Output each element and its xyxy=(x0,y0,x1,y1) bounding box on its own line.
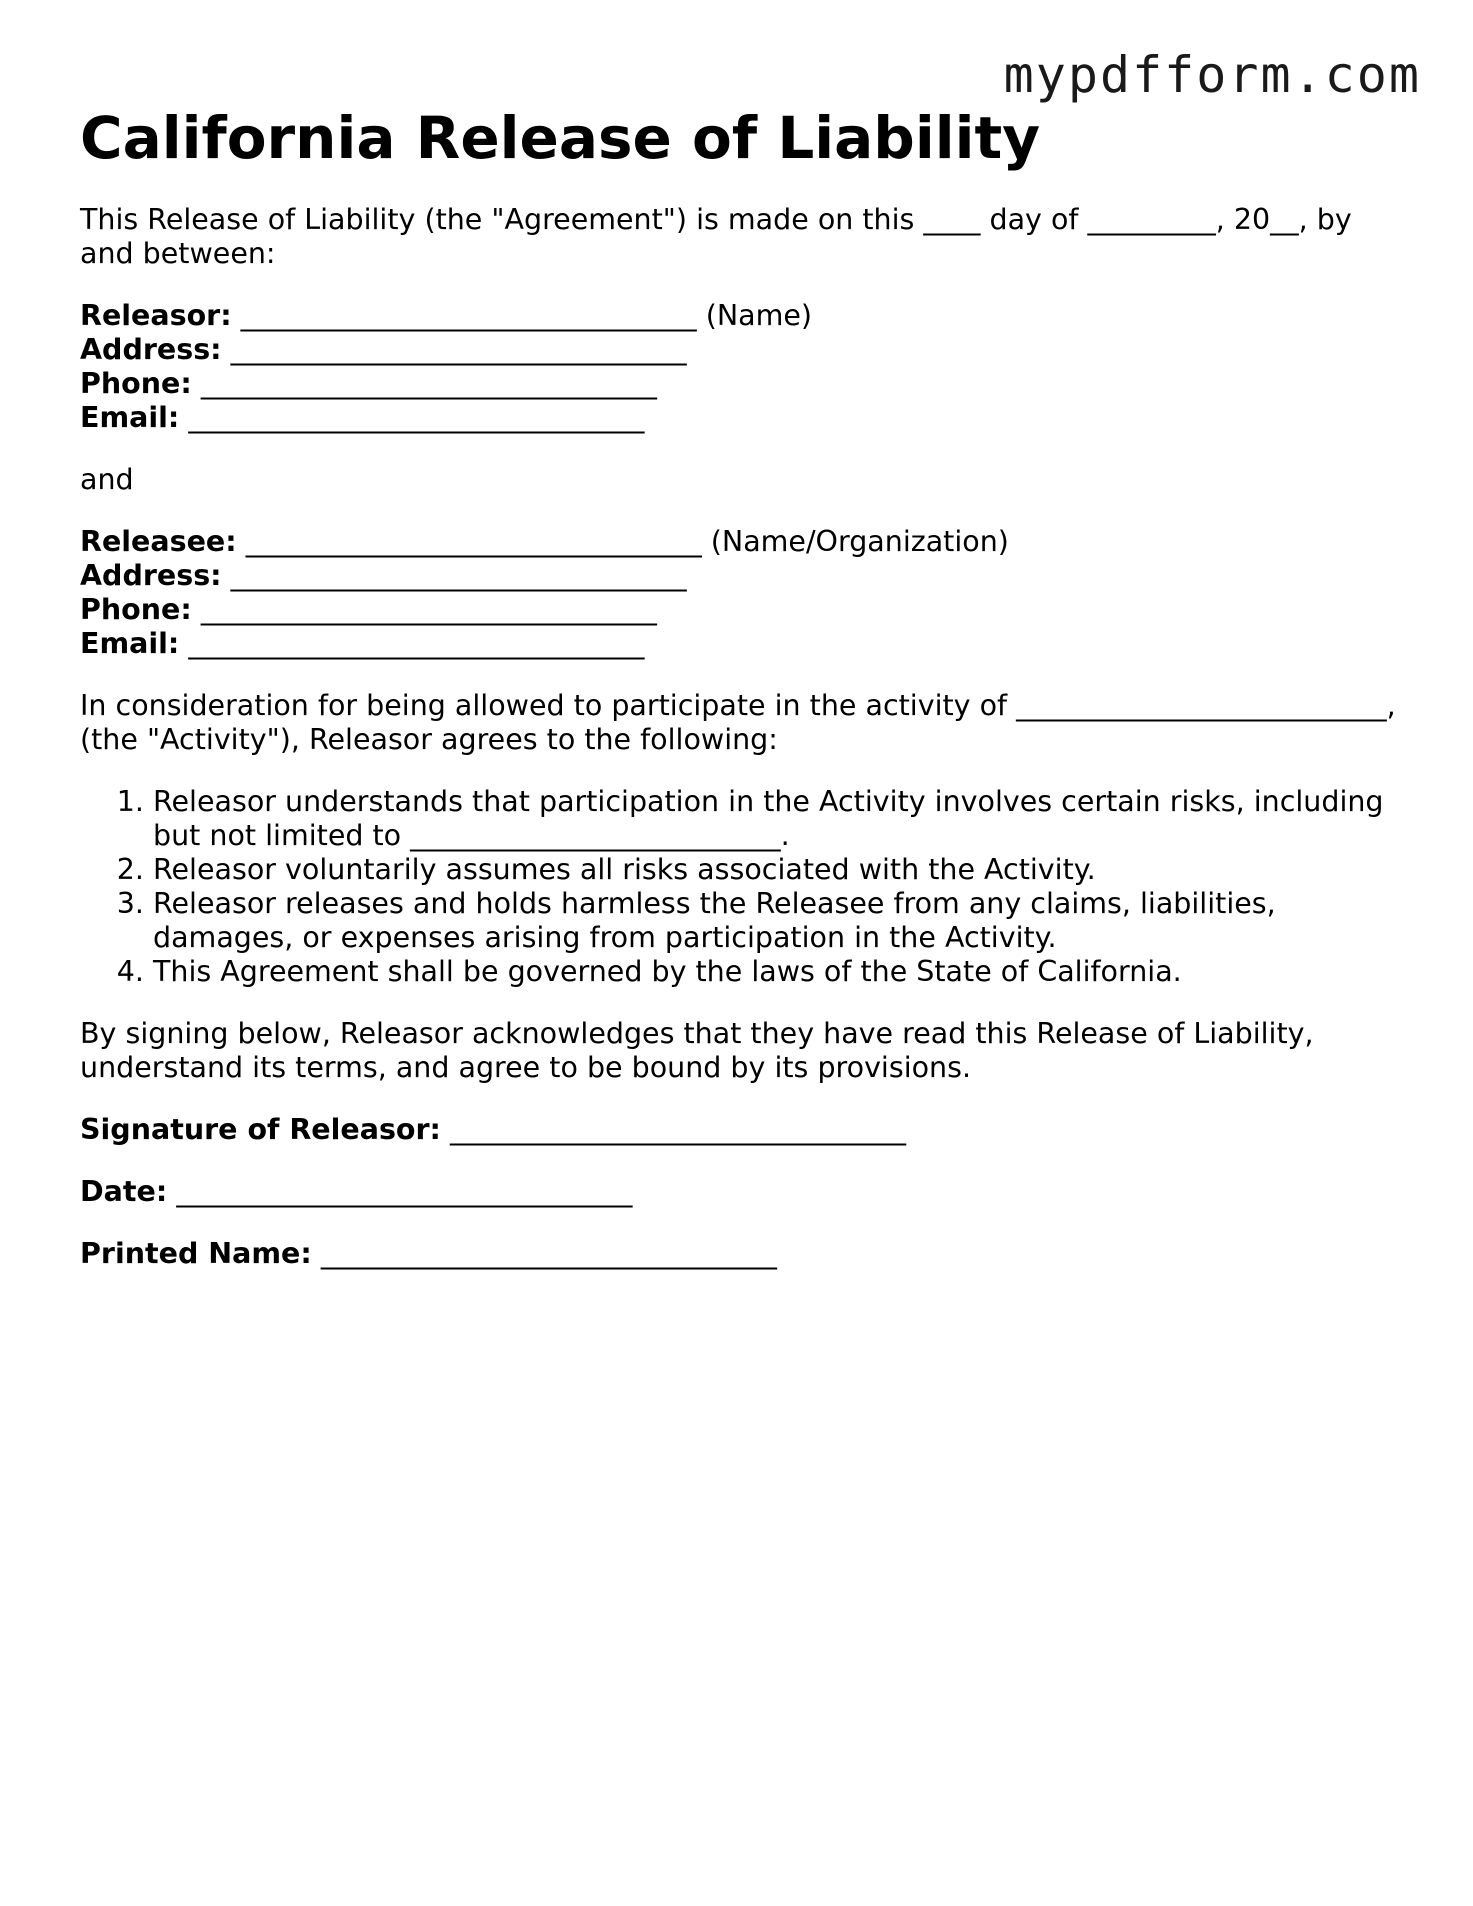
releasor-email-blank[interactable]: ________________________________ xyxy=(188,401,645,434)
releasor-address-blank[interactable]: ________________________________ xyxy=(230,333,687,366)
releasee-email-label: Email: xyxy=(80,627,180,660)
document-page xyxy=(80,98,1400,1271)
releasee-fields-inner xyxy=(80,525,1400,661)
page-title: California Release of Liability xyxy=(80,104,1041,172)
releasee-phone-label: Phone: xyxy=(80,593,192,626)
and-separator: and xyxy=(80,463,134,496)
releasee-phone-row xyxy=(80,593,1400,627)
printed-name-row xyxy=(80,1237,1400,1271)
site-watermark: mypdfform.com xyxy=(1003,46,1421,104)
releasor-email-label: Email: xyxy=(80,401,180,434)
releasee-name-row xyxy=(80,525,1400,559)
releasor-address-row xyxy=(80,333,1400,367)
releasor-phone-row xyxy=(80,367,1400,401)
acknowledgement-paragraph: By signing below, Releasor acknowledges that they have read this Release of Liability, understand its terms, and agree to be bound by its provisions. xyxy=(80,1017,1314,1084)
signature-blank[interactable]: ________________________________ xyxy=(450,1113,907,1146)
date-label: Date: xyxy=(80,1175,168,1208)
term-item: 2. Releasor voluntarily assumes all risks associated with the Activity. xyxy=(153,853,1400,887)
releasee-phone-blank[interactable]: ________________________________ xyxy=(200,593,657,626)
releasor-name-row xyxy=(80,299,1400,333)
releasor-address-label: Address: xyxy=(80,333,222,366)
terms-list xyxy=(80,785,1400,989)
releasor-phone-blank[interactable]: ________________________________ xyxy=(200,367,657,400)
releasor-fields xyxy=(80,299,1400,435)
signature-label: Signature of Releasor: xyxy=(80,1113,441,1146)
printed-name-label: Printed Name: xyxy=(80,1237,312,1270)
releasor-phone-label: Phone: xyxy=(80,367,192,400)
releasee-address-blank[interactable]: ________________________________ xyxy=(230,559,687,592)
releasor-name-hint: (Name) xyxy=(705,299,813,332)
releasor-name-label: Releasor: xyxy=(80,299,232,332)
term-item: 3. Releasor releases and holds harmless the Releasee from any claims, liabilities, damages, or expenses arising from participation in the Activity. xyxy=(153,887,1400,955)
releasee-address-row xyxy=(80,559,1400,593)
date-blank[interactable]: ________________________________ xyxy=(176,1175,633,1208)
printed-name-blank[interactable]: ________________________________ xyxy=(320,1237,777,1270)
releasee-email-blank[interactable]: ________________________________ xyxy=(188,627,645,660)
intro-paragraph: This Release of Liability (the "Agreement") is made on this ____ day of _________, 20__, by and between: xyxy=(80,203,1352,270)
date-row xyxy=(80,1175,1400,1209)
term-item: 4. This Agreement shall be governed by the laws of the State of California. xyxy=(153,955,1400,989)
releasor-name-blank[interactable]: ________________________________ xyxy=(240,299,697,332)
signature-row xyxy=(80,1113,1400,1147)
term-item: 1. Releasor understands that participation in the Activity involves certain risks, including but not limited to __________________________. xyxy=(153,785,1400,853)
releasee-fields xyxy=(80,525,1400,661)
consideration-paragraph: In consideration for being allowed to participate in the activity of __________________________, (the "Activity"), Releasor agrees to the following: xyxy=(80,689,1396,756)
releasee-name-blank[interactable]: ________________________________ xyxy=(245,525,702,558)
releasee-email-row xyxy=(80,627,1400,661)
releasee-name-hint: (Name/Organization) xyxy=(710,525,1009,558)
releasor-email-row xyxy=(80,401,1400,435)
releasee-address-label: Address: xyxy=(80,559,222,592)
releasee-name-label: Releasee: xyxy=(80,525,237,558)
